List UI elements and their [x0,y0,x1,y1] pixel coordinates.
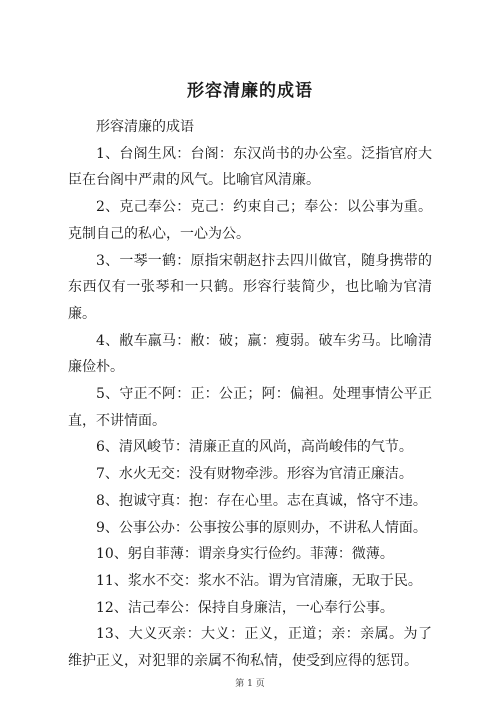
document-title: 形容清廉的成语 [187,81,313,101]
idiom-entry: 3、一琴一鹤：原指宋朝赵抃去四川做官，随身携带的东西仅有一张琴和一只鹤。形容行装简少，也比喻为官清廉。 [68,252,432,322]
idiom-entry: 13、大义灭亲：大义：正义，正道；亲：亲属。为了维护正义，对犯罪的亲属不徇私情，使受到应得的惩罚。 [68,626,432,670]
section-heading: 形容清廉的成语 [96,119,194,135]
idiom-entry: 5、守正不阿：正：公正；阿：偏袒。处理事情公平正直，不讲情面。 [68,386,432,429]
idiom-entry: 2、克己奉公：克己：约束自己；奉公：以公事为重。克制自己的私心，一心为公。 [68,199,432,242]
idiom-entry: 9、公事公办：公事按公事的原则办，不讲私人情面。 [96,519,427,536]
idiom-entry: 8、抱诚守真：抱：存在心里。志在真诚，恪守不违。 [96,492,427,509]
idiom-entry: 6、清风峻节：清廉正直的风尚，高尚峻伟的气节。 [96,439,413,456]
idiom-entry: 1、台阁生风：台阁：东汉尚书的办公室。泛指官府大臣在台阁中严肃的风气。比喻官风清廉。 [68,145,432,189]
idiom-entry: 4、敝车羸马：敝：破；羸：瘦弱。破车劣马。比喻清廉俭朴。 [68,332,432,376]
document-body [68,114,432,675]
page-number: 第 1 页 [235,679,265,689]
idiom-entry: 12、洁己奉公：保持自身廉洁，一心奉行公事。 [96,599,394,616]
idiom-entry: 7、水火无交：没有财物牵涉。形容为官清正廉洁。 [96,466,413,483]
idiom-entry: 11、浆水不交：浆水不沾。谓为官清廉，无取于民。 [96,572,422,589]
idiom-entry: 10、躬自菲薄：谓亲身实行俭约。菲薄：微薄。 [96,546,394,563]
